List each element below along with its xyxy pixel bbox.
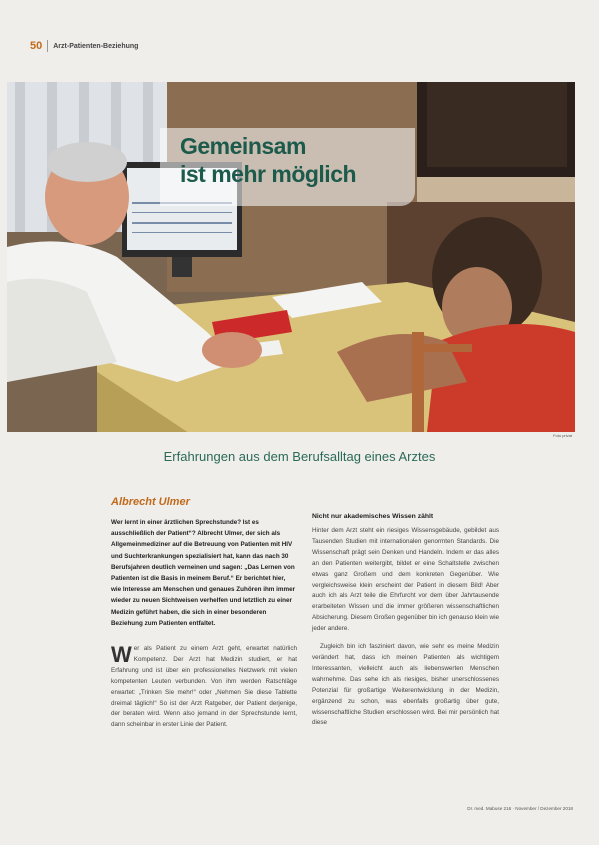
running-head: [30, 40, 138, 52]
page-number: 50: [30, 40, 43, 52]
article-subtitle: Erfahrungen aus dem Berufsalltag eines Arztes: [163, 449, 436, 464]
photo-credit: Foto privat: [553, 433, 572, 438]
divider: [47, 40, 48, 52]
right-column: [312, 513, 499, 729]
title-line-1: Gemeinsam: [180, 133, 306, 159]
article-title: [160, 128, 420, 208]
body-paragraph: [111, 644, 297, 731]
page-footer: Dr. med. Mabuse 216 · November / Dezember 2018: [467, 806, 573, 811]
author-name: Albrecht Ulmer: [111, 496, 190, 508]
body-paragraph-text: er als Patient zu einem Arzt geht, erwartet natürlich Kompetenz. Der Arzt hat Medizin studiert, er hat Erfahrung und ist über ein professionelles Netzwerk mit vielen kompetenten Leuten verbunden. Von ihm werden Ratschläge erwartet: „Trinken Sie mehr!“ oder „Nehmen Sie diese Tablette dreimal täglich!“ So ist der Arzt Ratgeber, der Patient derjenige, der beraten wird. Wenn also jemand in der Sprechstunde lernt, dann scheinbar in erster Linie der Patient.: [111, 645, 297, 729]
left-column: [111, 517, 297, 731]
intro-paragraph: Wer lernt in einer ärztlichen Sprechstunde? Ist es ausschließlich der Patient“? Albrecht Ulmer, der sich als Allgemeinmediziner auf die Betreuung von Patienten mit HIV und Suchterkrankungen spezialisiert hat, kann das nach 30 Berufsjahren deutlich verneinen und sagen: „Das Lernen von Patienten ist die Basis in meinem Beruf.“ Er berichtet hier, wie Interesse am Menschen und genaues Zuhören ihm immer wieder zu neuen Sichtweisen verhelfen und letztlich zu einer Medizin geführt haben, die sich in einer besonderen Beziehung zum Patienten entfaltet.: [111, 519, 296, 627]
body-paragraph-2: Zugleich bin ich fasziniert davon, wie sehr es meine Medizin verändert hat, dass ich meinen Patienten als wichtigem Interessanten, vielleicht auch als liebenswerten Menschen wahrnehme. Das sehe ich als riesiges, bisher unerschlossenes Potenzial für großartige Weiterentwicklung in der Medizin, ergänzend zu schon, was ebenfalls großartig über gute, wissenschaftliche Studien erschlossen wird. Bei mir persönlich hat diese: [312, 643, 499, 727]
drop-cap: W: [111, 642, 132, 668]
spacer: [111, 629, 297, 644]
section-heading: Nicht nur akademisches Wissen zählt: [312, 513, 434, 520]
title-text: [180, 132, 356, 188]
body-paragraph-1: Hinter dem Arzt steht ein riesiges Wissensgebäude, gebildet aus Tausenden Studien mit internationalen genormten Standards. Die Wissenschaft prägt sein Denken und Handeln. Indem er das alles an den Patienten weitergibt, bildet er eine Schaltstelle zwischen etwas ganz Großem und dem konkreten Gegenüber. Wie vergleichsweise klein erscheint der Patient in diesem Bild! Aber auch ich als Arzt teile die Ehrfurcht vor dem über Jahrtausende erarbeiteten Wissen und die immer größeren wissenschaftlichen Absicherung. Diesem Großen gegenüber bin ich genauso klein wie jeder andere.: [312, 527, 499, 633]
title-line-2: ist mehr möglich: [180, 161, 357, 187]
section-label: Arzt-Patienten-Beziehung: [53, 42, 139, 50]
